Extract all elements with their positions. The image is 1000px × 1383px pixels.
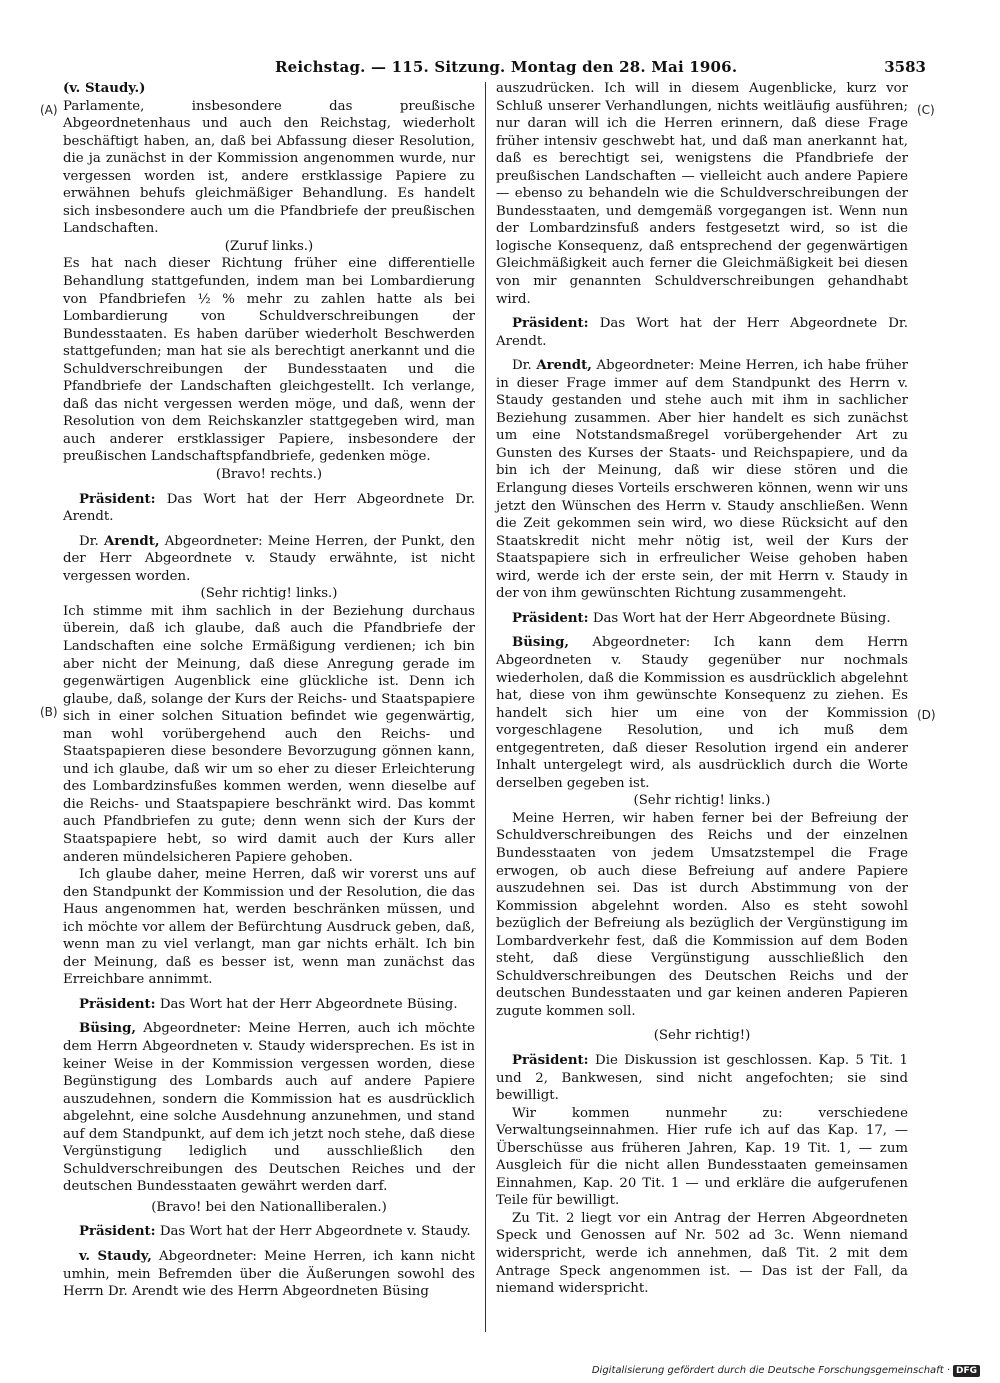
page-number: 3583 <box>884 58 926 76</box>
speech-text: Das Wort hat der Herr Abgeordnete Dr. Arendt. <box>496 316 908 349</box>
speech <box>496 634 908 792</box>
speech <box>496 610 908 628</box>
paragraph: Ich stimme mit ihm sachlich in der Beziehung durchaus überein, daß ich glaube, daß auch die Pfandbriefe der Landschaften eine solche Ermäßigung verdienen; ich bin aber nicht der Meinung, daß diese Anregung gerade im gegenwärtigen Augenblick eine glückliche ist. Denn ich glaube, daß, solange der Kurs der Reichs- und Staatspapiere sich in einer solchen Situation befindet wie gegenwärtig, man wohl vorübergehend auch den Reichs- und Staatspapieren diese besondere Bevorzugung gönnen kann, und ich glaube, daß wir um so eher zu dieser Erleichterung des Lombardzinsfußes kommen werden, wenn dieselbe auf die Reichs- und Staatspapiere beschränkt wird. Das kommt auch Pfandbriefen zu gute; denn wenn sich der Kurs der Staatspapiere hebt, so wird damit auch der Kurs aller anderen mündelsicheren Papiere gehoben. <box>63 603 475 865</box>
column-divider <box>485 82 486 1332</box>
footer-text: Digitalisierung gefördert durch die Deutsche Forschungsgemeinschaft · <box>591 1365 950 1376</box>
speech <box>63 533 475 586</box>
margin-mark-d: (D) <box>917 708 936 722</box>
interjection: (Zuruf links.) <box>224 238 314 254</box>
speaker-name: Präsident: <box>511 316 589 332</box>
speech <box>496 357 908 603</box>
margin-mark-c: (C) <box>917 103 935 117</box>
speaker-name: Büsing, <box>78 1021 136 1037</box>
speaker-heading: (v. Staudy.) <box>63 81 146 96</box>
speech <box>496 315 908 350</box>
speaker-title: Dr. <box>511 358 532 374</box>
interjection: (Bravo! rechts.) <box>215 467 323 483</box>
page-title: Reichstag. — 115. Sitzung. Montag den 28. Mai 1906. <box>275 58 738 76</box>
margin-mark-b: (B) <box>40 705 58 719</box>
paragraph: auszudrücken. Ich will in diesem Augenblicke, kurz vor Schluß unserer Verhandlungen, nichts weitläufig ausführen; nur daran will ich die Herren erinnern, daß diese Frage früher intensiv geschwebt hat, und daß man anerkannt hat, daß es berechtigt sei, wenigstens die Pfandbriefe der preußischen Landschaften — vielleicht auch andere Papiere — ebenso zu behandeln wie die Schuldverschreibungen der Bundesstaaten, und demgemäß vorgegangen ist. Wenn nun der Lombardzinsfuß anders festgesetzt wird, so ist die logische Konsequenz, daß entsprechend der gegenwärtigen Gleichmäßigkeit auch ferner die Gleichmäßigkeit bei diesen von mir genannten Schuldverschreibungen gehandhabt wird. <box>496 81 908 307</box>
speech <box>63 1248 475 1301</box>
speaker-name: Arendt, <box>103 533 160 549</box>
page-header <box>60 58 926 78</box>
speaker-name: Arendt, <box>536 358 592 374</box>
paragraph: Wir kommen nunmehr zu: verschiedene Verwaltungseinnahmen. Hier rufe ich auf das Kap. 17, — Überschüsse aus früheren Jahren, Kap. 19 Tit. 1, — zum Ausgleich für die nicht allen Bundesstaaten gemeinsamen Einnahmen, Kap. 20 Tit. 1 — und erkläre die aufgerufenen Teile für bewilligt. <box>496 1105 908 1209</box>
speech <box>63 1223 475 1241</box>
speech-text: Abgeordneter: Meine Herren, ich kann nicht umhin, mein Befremden über die Äußerungen sowohl des Herrn Dr. Arendt wie des Herrn Abgeordneten Büsing <box>63 1249 475 1300</box>
speech <box>63 1020 475 1195</box>
speech-text: Abgeordneter: Meine Herren, auch ich möchte dem Herrn Abgeordneten v. Staudy widersprechen. Es ist in keiner Weise in der Kommission vergessen worden, diese Begünstigung des Lombards auch auf andere Papiere auszudehnen, sondern die Kommission hat es ausdrücklich abgelehnt, eine solche Ausdehnung anzunehmen, und stand auf dem Standpunkt, auf dem ich jetzt noch stehe, daß diese Vergünstigung lediglich und ausschließlich den Schuldverschreibungen des Deutschen Reiches und der deutschen Bundesstaaten gewährt werden darf. <box>63 1021 476 1195</box>
speaker-name: Präsident: <box>78 491 156 507</box>
speaker-name: Präsident: <box>511 610 589 626</box>
speaker-name: Präsident: <box>78 1224 156 1240</box>
speech-text: Das Wort hat der Herr Abgeordnete Dr. Arendt. <box>63 491 475 525</box>
speaker-name: Büsing, <box>511 635 569 651</box>
interjection: (Sehr richtig! links.) <box>200 586 338 602</box>
speaker-title: Dr. <box>78 533 99 549</box>
speech-text: Das Wort hat der Herr Abgeordnete Büsing. <box>592 610 891 626</box>
paragraph: Es hat nach dieser Richtung früher eine differentielle Behandlung stattgefunden, indem man bei Lombardierung von Pfandbriefen ½ % mehr zu zahlen hatte als bei Lombardierung von Schuldverschreibungen der Bundesstaaten. Es haben darüber wiederholt Beschwerden stattgefunden; man hat sie als berechtigt anerkannt und die Schuldverschreibungen der Bundesstaaten und die Pfandbriefe der Landschaften gleichgestellt. Ich verlange, daß das nicht vergessen werden möge, und daß, wenn der Resolution von dem Reichskanzler stattgegeben wird, man auch anderer erstklassiger Papiere, insbesondere der preußischen Landschaftspfandbriefe, gedenken möge. <box>63 256 475 465</box>
speaker-name: Präsident: <box>511 1052 589 1068</box>
paragraph: Parlamente, insbesondere das preußische Abgeordnetenhaus und auch den Reichstag, wiederholt beschäftigt haben, an, daß bei Abfassung dieser Resolution, die ja zunächst in der Kommission angenommen wurde, nur vergessen worden ist, andere erstklassige Papiere zu erwähnen behufs gleichmäßiger Behandlung. Es handelt sich insbesondere auch um die Pfandbriefe der preußischen Landschaften. <box>63 98 475 237</box>
paragraph: Zu Tit. 2 liegt vor ein Antrag der Herren Abgeordneten Speck und Genossen auf Nr. 502 ad 3c. Wenn niemand widerspricht, werde ich annehmen, daß Tit. 2 mit dem Antrage Speck angenommen ist. — Das ist der Fall, da niemand widerspricht. <box>496 1210 908 1297</box>
right-column <box>496 80 908 1298</box>
speech-text: Abgeordneter: Ich kann dem Herrn Abgeordneten v. Staudy gegenüber nur nochmals wiederholen, daß die Kommission es ausdrücklich abgelehnt hat, diese von ihm gewünschte Konsequenz zu ziehen. Es handelt sich hier um eine von der Kommission vorgeschlagene Resolution, und ich muß dem entgegentreten, daß dieser Resolution irgend ein anderer Inhalt untergelegt wird, als ausdrücklich durch die Worte derselben gegeben ist. <box>496 635 908 791</box>
speech-text: Abgeordneter: Meine Herren, der Punkt, den der Herr Abgeordnete v. Staudy erwähnte, ist nicht vergessen worden. <box>63 533 476 584</box>
dfg-logo: DFG <box>953 1365 980 1377</box>
speech <box>63 996 475 1014</box>
speech <box>63 491 475 526</box>
interjection: (Sehr richtig! links.) <box>633 793 771 809</box>
paragraph: Ich glaube daher, meine Herren, daß wir vorerst uns auf den Standpunkt der Kommission und der Resolution, die das Haus angenommen hat, werden beschränken müssen, und ich möchte vor allem der Befürchtung Ausdruck geben, daß, wenn man zu viel verlangt, man gar nichts erhält. Ich bin der Meinung, daß es besser ist, wenn man zunächst das Erreichbare annimmt. <box>63 867 475 988</box>
speech-text: Die Diskussion ist geschlossen. Kap. 5 Tit. 1 und 2, Bankwesen, sind nicht angefochten; sie sind bewilligt. <box>496 1052 909 1104</box>
paragraph: Meine Herren, wir haben ferner bei der Befreiung der Schuldverschreibungen des Reichs und der einzelnen Bundesstaaten von jedem Umsatzstempel die Frage erwogen, ob auch diese Befreiung auf andere Papiere auszudehnen sei. Das ist durch Abstimmung von der Kommission abgelehnt worden. Also es steht sowohl bezüglich der Befreiung als bezüglich der Vergünstigung im Lombardverkehr fest, daß die Kommission auf dem Boden steht, daß diese Vergünstigung ausschließlich den Schuldverschreibungen des Deutschen Reichs und der deutschen Bundesstaaten und gar keinen anderen Papieren zugute kommen soll. <box>496 810 908 1019</box>
speech-text: Das Wort hat der Herr Abgeordnete Büsing. <box>159 996 458 1012</box>
speaker-name: Präsident: <box>78 996 156 1012</box>
footer-credit <box>592 1365 980 1377</box>
interjection: (Sehr richtig!) <box>653 1028 751 1044</box>
speech-text: Das Wort hat der Herr Abgeordnete v. Staudy. <box>159 1224 471 1240</box>
interjection: (Bravo! bei den Nationalliberalen.) <box>151 1199 387 1215</box>
speaker-name: v. Staudy, <box>78 1249 152 1264</box>
left-column <box>63 80 475 1301</box>
speech <box>496 1052 908 1105</box>
speech-text: Abgeordneter: Meine Herren, ich habe früher in dieser Frage immer auf dem Standpunkt des Herrn v. Staudy gestanden und stehe auch mit ihm in sachlicher Beziehung zusammen. Aber hier handelt es sich zunächst um eine Notstandsmaßregel vorübergehender Art zu Gunsten des Kurses der Staats- und Reichspapiere, und da bin ich der Meinung, daß wir diese stören und die Erlangung dieses Vorteils erschweren können, wenn wir uns jetzt den Wünschen des Herrn v. Staudy anschließen. Wenn die Zeit gekommen sein wird, wo diese Rücksicht auf den Staatskredit nicht mehr nötig ist, weil der Kurs der Staatspapiere sich in erfreulicher Weise gehoben haben wird, werde ich der erste sein, der mit Herrn v. Staudy in der von ihm gewünschten Richtung zusammengeht. <box>496 358 908 602</box>
margin-mark-a: (A) <box>40 103 58 117</box>
